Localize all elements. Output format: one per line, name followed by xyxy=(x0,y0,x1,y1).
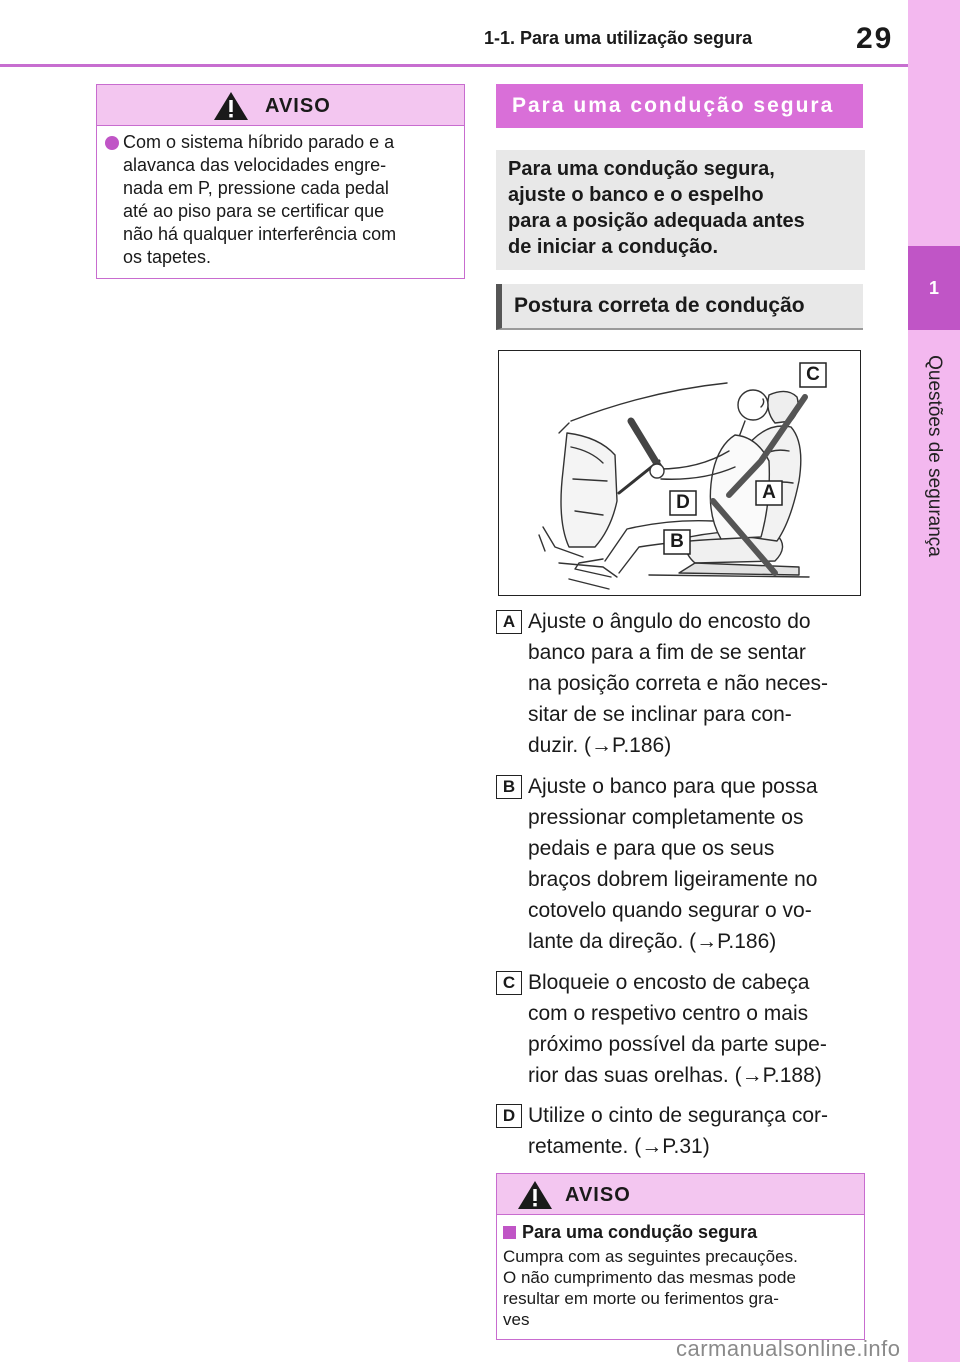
header-rule xyxy=(0,64,908,67)
warning-box-bottom xyxy=(496,1173,865,1340)
warning-line: O não cumprimento das mesmas pode xyxy=(503,1268,796,1287)
item-label: A xyxy=(496,610,522,634)
item-line: braços dobrem ligeiramente no xyxy=(528,868,818,891)
driver-seat-drawing xyxy=(499,351,859,594)
square-bullet-icon xyxy=(503,1226,516,1239)
item-line: rior das suas orelhas. (→P.188) xyxy=(528,1064,822,1087)
item-line: lante da direção. (→P.186) xyxy=(528,930,777,953)
bullet-dot-icon xyxy=(105,136,119,150)
intro-line: para a posição adequada antes xyxy=(508,210,805,232)
watermark: carmanualsonline.info xyxy=(676,1336,901,1361)
warning-header xyxy=(497,1174,864,1215)
item-line: cotovelo quando segurar o vo- xyxy=(528,899,812,922)
warning-line: alavanca das velocidades engre- xyxy=(123,155,387,175)
warning-box-left xyxy=(96,84,465,279)
item-label: D xyxy=(496,1104,522,1128)
warning-body xyxy=(503,1220,859,1330)
warning-line: Cumpra com as seguintes precauções. xyxy=(503,1247,798,1266)
item-line: Ajuste o banco para que possa xyxy=(528,775,818,798)
warning-subheading xyxy=(503,1220,859,1244)
item-line: próximo possível da parte supe- xyxy=(528,1033,827,1056)
item-text xyxy=(528,967,864,1091)
item-line: com o respetivo centro o mais xyxy=(528,1002,809,1025)
item-text xyxy=(528,1100,864,1162)
item-label: C xyxy=(496,971,522,995)
intro-box xyxy=(496,150,865,270)
item-text xyxy=(528,606,864,761)
warning-line: ves xyxy=(503,1310,530,1329)
chapter-tab[interactable] xyxy=(908,246,960,330)
warning-triangle-icon xyxy=(517,1180,553,1210)
illustration-label-a: A xyxy=(762,482,776,503)
item-line: pressionar completamente os xyxy=(528,806,804,829)
warning-subheading-text: Para uma condução segura xyxy=(522,1222,758,1242)
intro-line: Para uma condução segura, xyxy=(508,158,775,180)
section-title: Para uma condução segura xyxy=(496,84,863,128)
chapter-title: Questões de segurança xyxy=(924,355,945,557)
warning-line: até ao piso para se certificar que xyxy=(123,201,385,221)
chapter-number: 1 xyxy=(928,277,939,298)
warning-line: Com o sistema híbrido parado e a xyxy=(123,132,395,152)
item-text xyxy=(528,771,864,957)
chapter-sidebar xyxy=(908,0,960,1362)
illustration-label-c: C xyxy=(806,364,820,385)
driving-posture-illustration xyxy=(498,350,861,596)
warning-header xyxy=(97,85,464,126)
item-line: Ajuste o ângulo do encosto do xyxy=(528,610,811,633)
warning-body xyxy=(105,131,455,271)
item-label: B xyxy=(496,775,522,799)
item-line: na posição correta e não neces- xyxy=(528,672,829,695)
subsection-title: Postura correta de condução xyxy=(496,284,863,330)
illustration-label-d: D xyxy=(676,492,690,513)
item-line: Utilize o cinto de segurança cor- xyxy=(528,1104,828,1127)
warning-title: AVISO xyxy=(565,1184,631,1206)
item-line: retamente. (→P.31) xyxy=(528,1135,710,1158)
warning-line: não há qualquer interferência com xyxy=(123,224,397,244)
warning-triangle-icon xyxy=(213,91,249,121)
item-line: duzir. (→P.186) xyxy=(528,734,672,757)
item-line: banco para a fim de se sentar xyxy=(528,641,806,664)
intro-line: ajuste o banco e o espelho xyxy=(508,184,764,206)
page-number: 29 xyxy=(856,22,894,55)
intro-line: de iniciar a condução. xyxy=(508,236,719,258)
illustration-label-b: B xyxy=(670,531,684,552)
header-title: 1-1. Para uma utilização segura xyxy=(484,28,753,48)
warning-line: resultar em morte ou ferimentos gra- xyxy=(503,1289,779,1308)
warning-line: nada em P, pressione cada pedal xyxy=(123,178,389,198)
warning-line: os tapetes. xyxy=(123,247,212,267)
item-line: sitar de se inclinar para con- xyxy=(528,703,792,726)
item-line: Bloqueie o encosto de cabeça xyxy=(528,971,810,994)
item-line: pedais e para que os seus xyxy=(528,837,775,860)
warning-title: AVISO xyxy=(265,95,331,117)
